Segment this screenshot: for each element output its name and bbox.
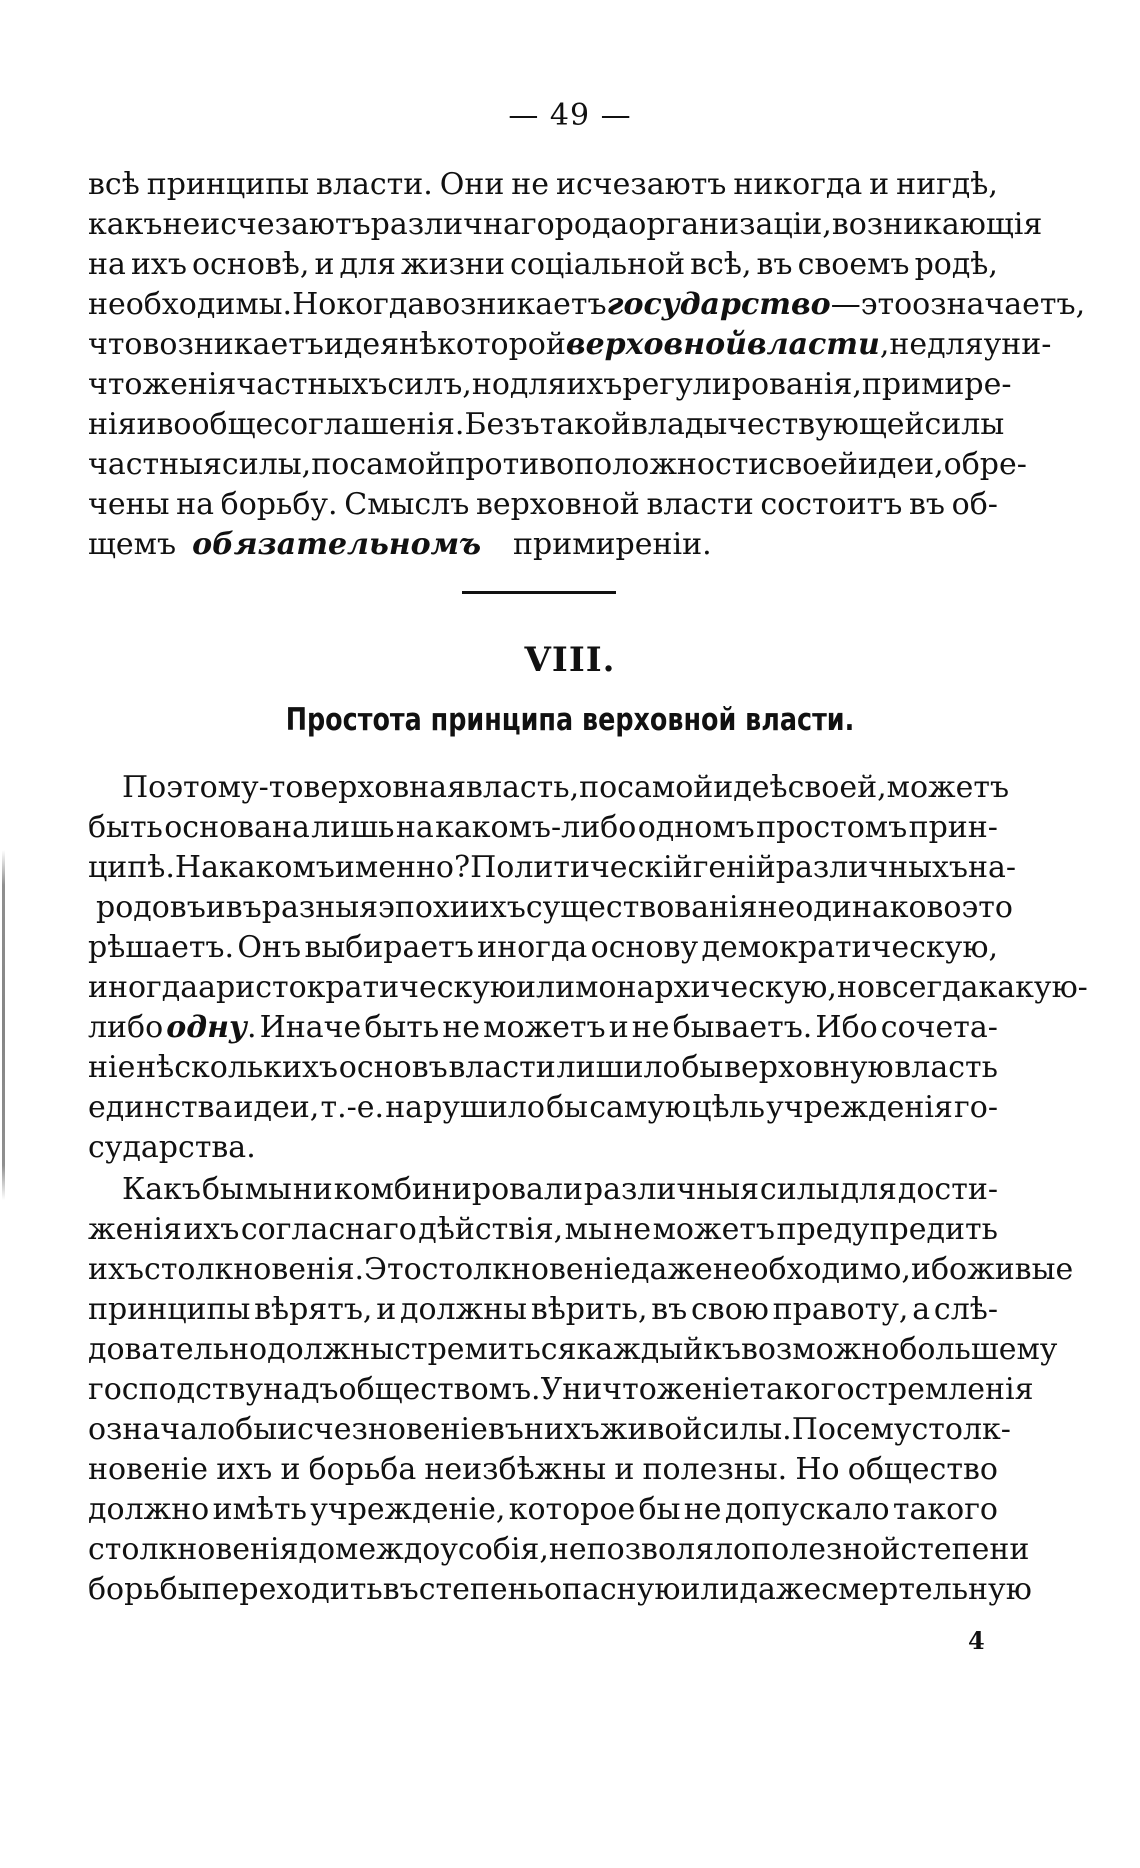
word: такого — [749, 1372, 855, 1407]
word: никогда — [733, 167, 863, 202]
text-line — [88, 205, 1043, 245]
word: на — [395, 810, 434, 845]
text-line — [88, 1290, 998, 1330]
word: степень — [418, 1572, 544, 1607]
page-number: — 49 — — [508, 98, 632, 133]
word: своей, — [787, 770, 887, 805]
text-line — [88, 888, 1013, 928]
word: самой — [617, 770, 714, 805]
word: Уничтоженіе — [540, 1372, 750, 1407]
word: а — [912, 1292, 931, 1327]
text-line — [88, 165, 998, 205]
word: сочета- — [880, 1010, 998, 1045]
word: щемъ — [88, 527, 177, 562]
text-line — [88, 1450, 998, 1490]
word: даже — [630, 1252, 713, 1287]
word: означало — [88, 1412, 236, 1447]
word: цѣль — [692, 1090, 765, 1125]
word: власти. — [316, 167, 433, 202]
word: правоту, — [772, 1292, 909, 1327]
word: не — [548, 1532, 587, 1567]
word: ніе — [88, 1050, 136, 1085]
word: различныя — [583, 1172, 760, 1207]
word: междоусобія, — [335, 1532, 549, 1567]
word: рѣшаетъ. — [88, 930, 235, 965]
word: мы — [564, 1212, 612, 1247]
word: должно — [88, 1492, 210, 1527]
word: примиреніи. — [513, 527, 712, 562]
word: смертельную — [821, 1572, 1032, 1607]
word: какую- — [978, 970, 1088, 1005]
word: необходимы. — [88, 287, 293, 322]
text-line — [88, 1088, 998, 1128]
word: власть — [894, 1050, 998, 1085]
text-line — [88, 525, 998, 565]
word: вѣрить, — [530, 1292, 648, 1327]
word: къ — [703, 1332, 741, 1367]
word: борьбу. — [220, 487, 338, 522]
word: бываетъ. — [672, 1010, 813, 1045]
word: свою — [691, 1292, 769, 1327]
word: но — [836, 970, 875, 1005]
word: учрежденія — [766, 1090, 953, 1125]
word: об- — [951, 487, 998, 522]
word: родовъ — [96, 890, 206, 925]
word: примире- — [861, 367, 1012, 402]
word: Безъ — [464, 407, 540, 442]
word: силы — [759, 1172, 840, 1207]
word: владычествующей — [631, 407, 925, 442]
word: въ — [225, 890, 262, 925]
word: или — [680, 1572, 740, 1607]
word: силы, — [221, 447, 312, 482]
word: Ибо — [815, 1010, 878, 1045]
word: противоположности — [445, 447, 769, 482]
word: ихъ — [130, 247, 187, 282]
word: основѣ, — [192, 247, 310, 282]
word: нія — [88, 407, 137, 442]
word: Иначе — [259, 1010, 362, 1045]
word: новеніе — [88, 1452, 209, 1487]
word: соціальной — [510, 247, 686, 282]
word: для — [339, 247, 396, 282]
scan-edge-shadow — [2, 850, 5, 1200]
word: Но — [795, 1452, 840, 1487]
word: комбинировали — [333, 1172, 583, 1207]
word: всегда — [875, 970, 979, 1005]
word: бы — [201, 1172, 244, 1207]
word: стремиться — [394, 1332, 577, 1367]
text-line — [88, 848, 1017, 888]
word: либо — [88, 1010, 164, 1045]
text-line — [88, 485, 998, 525]
text-line — [88, 1490, 998, 1530]
word: надъ — [263, 1372, 339, 1407]
word: возникаетъ — [425, 287, 607, 322]
word: аристократическую — [198, 970, 517, 1005]
chapter-number: VIII. — [524, 640, 616, 680]
chapter-title: Простота принципа верховной власти. — [285, 702, 855, 738]
word: вѣрятъ, — [254, 1292, 373, 1327]
word: имѣть — [212, 1492, 307, 1527]
word: для — [927, 327, 984, 362]
word: основу — [590, 930, 699, 965]
word: своемъ — [797, 247, 910, 282]
word: въ — [651, 1292, 688, 1327]
text-line — [88, 1210, 998, 1250]
word: частныхъ — [236, 367, 388, 402]
word: уни- — [983, 327, 1052, 362]
word: Но — [292, 287, 337, 322]
word: но — [471, 367, 510, 402]
word: не — [889, 327, 928, 362]
word: полезны. — [642, 1452, 788, 1487]
word: не — [511, 167, 550, 202]
word: нихъ — [523, 1412, 600, 1447]
word: исчезаютъ — [555, 167, 727, 202]
word: власть, — [466, 770, 580, 805]
word: идеи, — [233, 1090, 320, 1125]
word: на- — [967, 850, 1017, 885]
word: возникаетъ — [142, 327, 324, 362]
word: ихъ — [469, 890, 526, 925]
word: мы — [244, 1172, 292, 1207]
word: рода — [554, 207, 629, 242]
word: переходить — [201, 1572, 383, 1607]
text-line — [88, 1410, 1011, 1450]
word: нарушило — [385, 1090, 545, 1125]
word: должны — [267, 1332, 395, 1367]
word: возможно — [740, 1332, 900, 1367]
word: го- — [954, 1090, 998, 1125]
word: верховной — [476, 487, 640, 522]
word: полезной — [751, 1532, 901, 1567]
word: не — [162, 207, 201, 242]
word: нѣсколькихъ — [136, 1050, 338, 1085]
word: позволяло — [586, 1532, 752, 1567]
word: чены — [88, 487, 170, 522]
word: разныя — [261, 890, 379, 925]
word: Поэтому-то — [122, 770, 304, 805]
word: Посему — [791, 1412, 912, 1447]
word: ихъ — [566, 367, 623, 402]
word: Онъ — [237, 930, 302, 965]
word: монархическую, — [575, 970, 837, 1005]
word: выбираетъ — [304, 930, 474, 965]
word: какомъ — [218, 850, 335, 885]
paragraph-2-text — [88, 768, 1088, 1168]
word: и — [280, 1452, 301, 1487]
text-line — [88, 1170, 998, 1210]
word: идеи, — [857, 447, 944, 482]
text-line — [88, 1530, 1030, 1570]
word: ихъ — [183, 1212, 240, 1247]
word: быть — [364, 1010, 440, 1045]
text-line — [88, 1250, 1074, 1290]
word: такой — [539, 407, 632, 442]
word: означаетъ, — [912, 287, 1086, 322]
word: эпохи — [378, 890, 470, 925]
text-line — [88, 445, 1027, 485]
word: Политическій — [470, 850, 693, 885]
word: власти, — [746, 327, 890, 362]
word: верховную — [724, 1050, 894, 1085]
word: ибо — [910, 1252, 968, 1287]
word: принципы — [146, 167, 310, 202]
word: на — [88, 247, 126, 282]
word: соглашенія. — [273, 407, 465, 442]
word: государство—это — [606, 287, 913, 322]
word: частныя — [88, 447, 222, 482]
word: власти — [646, 487, 754, 522]
word: что — [88, 327, 143, 362]
text-line — [88, 928, 998, 968]
word: верховной — [565, 327, 747, 362]
word: и — [376, 1292, 397, 1327]
word: опасную — [543, 1572, 681, 1607]
word: когда — [336, 287, 426, 322]
word: большему — [899, 1332, 1058, 1367]
word: лишило — [556, 1050, 681, 1085]
word: общество — [847, 1452, 998, 1487]
word: силы. — [702, 1412, 792, 1447]
word: именно? — [334, 850, 471, 885]
word: возникающія — [831, 207, 1043, 242]
word: живые — [967, 1252, 1074, 1287]
word: и — [608, 1010, 629, 1045]
word: верховная — [303, 770, 466, 805]
word: идея — [323, 327, 400, 362]
word: Они — [439, 167, 505, 202]
text-line — [88, 768, 1010, 808]
word: регулированія, — [622, 367, 862, 402]
word: въ — [487, 1412, 524, 1447]
word: въ — [756, 247, 793, 282]
text-line — [88, 1008, 998, 1048]
word: силъ, — [387, 367, 472, 402]
word: ни — [292, 1172, 333, 1207]
word: столкновенія. — [144, 1252, 365, 1287]
word: быть — [88, 810, 163, 845]
word: лишь — [311, 810, 395, 845]
word: борьбы — [88, 1572, 202, 1607]
word: можетъ — [652, 1212, 776, 1247]
word: бы — [681, 1050, 724, 1085]
word: согласнаго — [240, 1212, 417, 1247]
word: дости- — [897, 1172, 998, 1207]
text-line — [88, 365, 1012, 405]
text-line — [88, 1570, 1032, 1610]
word: простомъ — [756, 810, 908, 845]
word: господству — [88, 1372, 264, 1407]
word: одну. — [166, 1010, 257, 1045]
word: ципѣ. — [88, 850, 175, 885]
word: стремленія — [854, 1372, 1034, 1407]
text-line — [88, 1330, 1058, 1370]
word: исчезновеніе — [277, 1412, 488, 1447]
word: на — [176, 487, 215, 522]
word: неизбѣжны — [424, 1452, 607, 1487]
word: исчезаютъ — [200, 207, 371, 242]
word: до — [298, 1532, 336, 1567]
word: не — [442, 1010, 481, 1045]
word: самую — [589, 1090, 691, 1125]
word: чтоженія — [88, 367, 237, 402]
word: На — [174, 850, 219, 885]
word: родѣ, — [914, 247, 998, 282]
word: борьба — [308, 1452, 417, 1487]
word: это — [961, 890, 1013, 925]
text-line — [88, 808, 998, 848]
word: существованія — [525, 890, 758, 925]
word: бы — [235, 1412, 278, 1447]
text-line — [88, 968, 1088, 1008]
word: по — [311, 447, 350, 482]
word: для — [509, 367, 567, 402]
word: и — [314, 247, 335, 282]
word: даже — [739, 1572, 822, 1607]
text-line — [88, 1048, 998, 1088]
word: состоитъ — [760, 487, 903, 522]
word: каждый — [576, 1332, 704, 1367]
word: т.-е. — [320, 1090, 385, 1125]
word: и — [869, 167, 890, 202]
word: допускало — [724, 1492, 890, 1527]
word: самой — [349, 447, 446, 482]
word: власти — [448, 1050, 556, 1085]
word: демократическую, — [701, 930, 998, 965]
word: своей — [768, 447, 858, 482]
word: обязательномъ — [192, 527, 482, 562]
word: не — [631, 1010, 670, 1045]
word: ихъ — [88, 1252, 145, 1287]
word: должны — [400, 1292, 528, 1327]
paragraph-3-text — [88, 1170, 1074, 1610]
word: Какъ — [122, 1172, 201, 1207]
word: столкновеніе — [421, 1252, 631, 1287]
word: столк- — [911, 1412, 1011, 1447]
word: Это — [364, 1252, 422, 1287]
word: въ — [382, 1572, 419, 1607]
word: слѣ- — [933, 1292, 998, 1327]
word: обществомъ. — [338, 1372, 541, 1407]
text-line — [88, 1370, 1034, 1410]
word: различныхъ — [775, 850, 968, 885]
word: такого — [892, 1492, 998, 1527]
word: всѣ, — [690, 247, 752, 282]
word: основъ — [338, 1050, 448, 1085]
word: иногда — [88, 970, 199, 1005]
word: основана — [164, 810, 310, 845]
text-line — [88, 285, 1086, 325]
word: иногда — [477, 930, 588, 965]
word: силы — [924, 407, 1005, 442]
word: вообще — [156, 407, 274, 442]
word: жизни — [401, 247, 505, 282]
word: идеѣ — [713, 770, 788, 805]
word: неодинаково — [757, 890, 962, 925]
word: степени — [900, 1532, 1030, 1567]
word: прин- — [908, 810, 998, 845]
word: бы — [546, 1090, 589, 1125]
word: можетъ — [483, 1010, 606, 1045]
word: различнаго — [370, 207, 555, 242]
word: предупредить — [776, 1212, 998, 1247]
word: и — [136, 407, 157, 442]
word: организаціи, — [628, 207, 832, 242]
word: какъ — [88, 207, 163, 242]
section-1-text — [88, 165, 1086, 565]
word: обре- — [943, 447, 1027, 482]
word: довательно — [88, 1332, 268, 1367]
word: принципы — [88, 1292, 251, 1327]
word: для — [840, 1172, 897, 1207]
word: дѣйствія, — [418, 1212, 564, 1247]
word: столкновенія — [88, 1532, 299, 1567]
sheet-signature: 4 — [968, 1626, 985, 1655]
word: сударства. — [88, 1130, 256, 1165]
word: геній — [692, 850, 776, 885]
word: единства — [88, 1090, 233, 1125]
word: учрежденіе, — [310, 1492, 506, 1527]
word: или — [516, 970, 576, 1005]
word: бы — [638, 1492, 681, 1527]
word: и — [205, 890, 226, 925]
word: Смыслъ — [344, 487, 470, 522]
text-line — [88, 245, 998, 285]
word: нѣкоторой — [399, 327, 566, 362]
word: не — [683, 1492, 722, 1527]
word: можетъ — [886, 770, 1010, 805]
text-line — [88, 325, 1052, 365]
word: и — [614, 1452, 635, 1487]
section-divider — [462, 591, 616, 594]
text-line — [88, 405, 1005, 445]
word: живой — [599, 1412, 703, 1447]
word: всѣ — [88, 167, 140, 202]
word: которое — [508, 1492, 636, 1527]
text-line — [88, 1128, 998, 1168]
word: нигдѣ, — [896, 167, 998, 202]
word: какомъ-либо — [435, 810, 637, 845]
word: женія — [88, 1212, 182, 1247]
word: не — [613, 1212, 652, 1247]
word: одномъ — [637, 810, 755, 845]
word: въ — [909, 487, 946, 522]
word: ихъ — [216, 1452, 273, 1487]
word: по — [579, 770, 618, 805]
word: необходимо, — [712, 1252, 911, 1287]
